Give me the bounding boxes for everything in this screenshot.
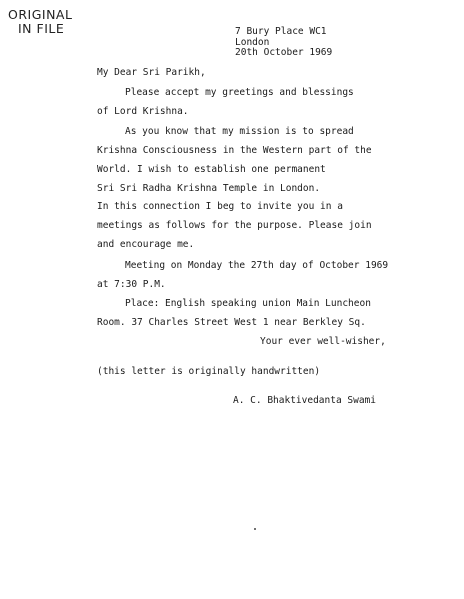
- sender-address: [235, 27, 332, 59]
- page-speck: [254, 528, 256, 530]
- body-line: In this connection I beg to invite you in a: [97, 201, 343, 212]
- stamp-line-in-file: IN FILE: [18, 21, 65, 36]
- salutation: My Dear Sri Parikh,: [97, 67, 206, 78]
- address-street: 7 Bury Place WC1: [235, 26, 327, 37]
- body-line: Please accept my greetings and blessings: [125, 87, 354, 98]
- signature-name: A. C. Bhaktivedanta Swami: [233, 395, 376, 406]
- body-line: and encourage me.: [97, 239, 195, 250]
- address-city: London: [235, 36, 270, 48]
- body-line: at 7:30 P.M.: [97, 279, 166, 290]
- letter-date: 20th October 1969: [235, 47, 333, 58]
- body-line: World. I wish to establish one permanent: [97, 164, 326, 175]
- body-line: Sri Sri Radha Krishna Temple in London.: [97, 183, 321, 194]
- body-line: Place: English speaking union Main Luncheon: [125, 298, 371, 309]
- body-line: meetings as follows for the purpose. Please join: [97, 220, 372, 231]
- closing: Your ever well-wisher,: [260, 336, 386, 347]
- original-in-file-stamp: [8, 8, 72, 36]
- body-line: Room. 37 Charles Street West 1 near Berkley Sq.: [97, 317, 366, 328]
- stamp-line-original: ORIGINAL: [8, 7, 73, 22]
- handwritten-note: (this letter is originally handwritten): [97, 366, 321, 377]
- body-line: of Lord Krishna.: [97, 106, 189, 117]
- body-line: Meeting on Monday the 27th day of October 1969: [125, 260, 389, 271]
- body-line: As you know that my mission is to spread: [125, 126, 354, 137]
- body-line: Krishna Consciousness in the Western part of the: [97, 145, 372, 156]
